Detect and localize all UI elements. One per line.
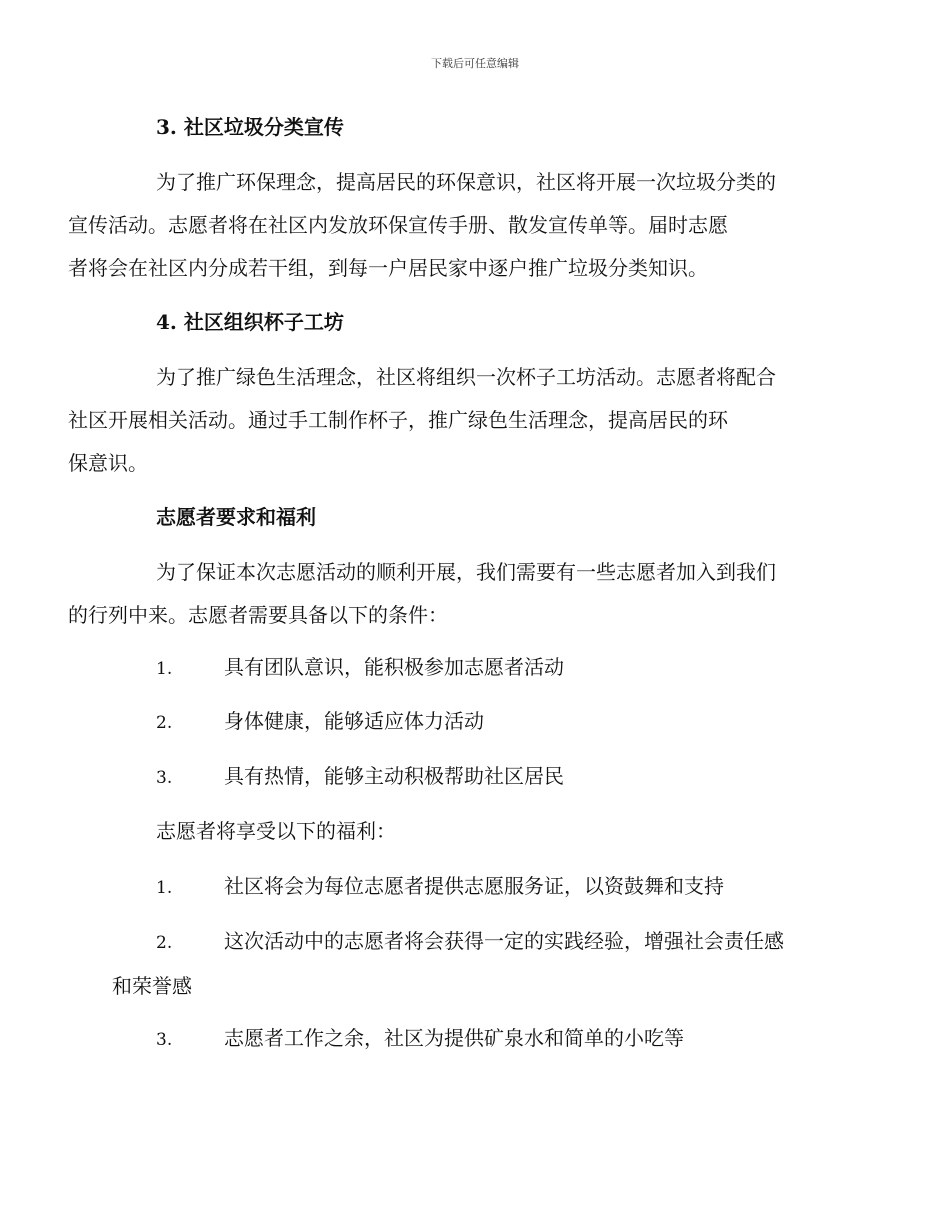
section-4-body: [68, 356, 834, 485]
benefit-item: [112, 865, 834, 910]
body-line: 宣传活动。志愿者将在社区内发放环保宣传手册、散发宣传单等。届时志愿: [68, 213, 728, 237]
list-number: 1.: [156, 878, 173, 898]
list-text: 这次活动中的志愿者将会获得一定的实践经验，增强社会责任感: [224, 929, 784, 953]
body-line: 者将会在社区内分成若干组，到每一户居民家中逐户推广垃圾分类知识。: [68, 256, 708, 280]
benefits-intro: 志愿者将享受以下的福利：: [156, 819, 396, 843]
body-line: 保意识。: [68, 451, 148, 475]
list-number: 1.: [156, 659, 173, 679]
body-line: 为了保证本次志愿活动的顺利开展，我们需要有一些志愿者加入到我们: [156, 560, 776, 584]
volunteer-intro: [68, 551, 834, 637]
section-heading-3: 3. 社区垃圾分类宣传: [156, 115, 344, 139]
list-text: 社区将会为每位志愿者提供志愿服务证，以资鼓舞和支持: [224, 874, 724, 898]
requirement-item: [112, 700, 834, 745]
section-heading-4: 4. 社区组织杯子工坊: [156, 310, 344, 334]
requirement-item: [112, 755, 834, 800]
list-number: 2.: [156, 933, 173, 953]
benefit-item: [112, 920, 834, 1008]
list-text-continuation: 和荣誉感: [112, 974, 192, 998]
requirement-item: [112, 646, 834, 691]
list-text: 志愿者工作之余，社区为提供矿泉水和简单的小吃等: [224, 1026, 684, 1050]
body-line: 社区开展相关活动。通过手工制作杯子，推广绿色生活理念，提高居民的环: [68, 408, 728, 432]
list-text: 身体健康，能够适应体力活动: [224, 709, 484, 733]
body-line: 为了推广环保理念，提高居民的环保意识，社区将开展一次垃圾分类的: [156, 170, 776, 194]
page-header: 下载后可任意编辑: [431, 57, 519, 70]
section-3-body: [68, 161, 834, 290]
section-heading-volunteer: 志愿者要求和福利: [156, 505, 316, 529]
list-text: 具有热情，能够主动积极帮助社区居民: [224, 764, 564, 788]
benefit-item: [112, 1017, 834, 1062]
list-text: 具有团队意识，能积极参加志愿者活动: [224, 655, 564, 679]
body-line: 为了推广绿色生活理念，社区将组织一次杯子工坊活动。志愿者将配合: [156, 365, 776, 389]
body-line: 的行列中来。志愿者需要具备以下的条件：: [68, 603, 448, 627]
list-number: 3.: [156, 1030, 173, 1050]
list-number: 2.: [156, 713, 173, 733]
list-number: 3.: [156, 768, 173, 788]
